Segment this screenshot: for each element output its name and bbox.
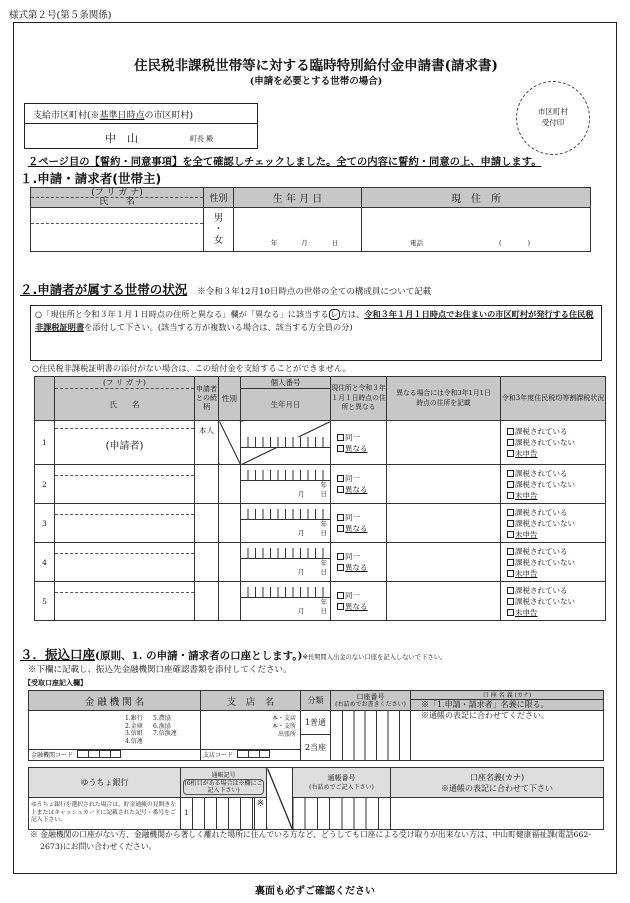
page-subtitle: (申請を必要とする世帯の場合): [249, 76, 383, 87]
table-row: 3 年 月 日 同一 異なる 課税されている 課税されていない 未申告: [35, 504, 606, 543]
table-row: 2 年 月 日 同一 異なる 課税されている 課税されていない 未申告: [35, 465, 606, 504]
yc-symbol-field[interactable]: 1 ※: [181, 798, 267, 830]
applicant-name-field[interactable]: [31, 208, 204, 252]
birth-field[interactable]: 年 月 日: [234, 208, 362, 252]
receive-label: 【受取口座記入欄】: [24, 678, 87, 687]
branch-header: 支 店 名: [201, 691, 301, 711]
municipality-label: 支給市区町村(※基準日時点の市区町村): [25, 104, 257, 124]
yc-symbol-header: 通帳記号 (6桁目がある場合は※欄にご記入下さい): [181, 768, 267, 798]
yucho-table: [28, 767, 604, 830]
kind-field[interactable]: 1普通 2当座: [301, 711, 331, 761]
municipality-box: [24, 103, 258, 149]
section1-heading: １.申請・請求者(世帯主): [20, 171, 162, 186]
table-row: 1 (申請者) 本人 同一 異なる 課税されている 課税されていない 未申告: [35, 421, 606, 465]
section3-heading-row: ３．振込口座(原則、1. の申請・請求者の口座とします。)※長期間入出金のない口座を記入しないで下さい。: [20, 647, 447, 662]
h-name: (フ リ ガ ナ) 氏 名: [55, 377, 195, 421]
footnote: ※ 金融機関の口座がない方、金融機関から著しく離れた場所に住んでいる方など、どうしても口座による受け取りが出来ない方は、中山町健康福祉課(電話662-2673)にお問い合わせください。: [30, 830, 592, 851]
acct-header: 口座番号 (右詰めでお書きください): [331, 691, 411, 711]
notice-warning: ○住民税非課税証明書の添付がない場合は、この給付金を支給することができません。: [32, 363, 351, 373]
address-field[interactable]: 電話 ( ): [362, 208, 591, 252]
household-table: [34, 376, 606, 621]
yc-holder-header: 口座名義(カナ) ※通帳の表記に合わせて下さい: [391, 768, 604, 798]
yc-number-field[interactable]: [293, 798, 391, 830]
h-addr-same: 現住所と令和３年１月１日時点の住所と異なる: [331, 377, 387, 421]
table-row: 4 年 月 日 同一 異なる 課税されている 課税されていない 未申告: [35, 543, 606, 582]
reception-stamp-circle: [516, 81, 590, 155]
form-number: 様式第２号(第５条関係): [9, 10, 112, 21]
section3-instruction: ※下欄に記載し、振込先金融機関口座確認書類を添付してください。: [28, 665, 292, 675]
address-header: 現 住 所: [362, 188, 591, 208]
yucho-note: ゆうちょ銀行を選択された場合は、貯金通帳の見開き左上またはキャッシュカードに記載された記号・番号をご記入下さい。: [29, 798, 181, 830]
yc-holder-field[interactable]: [391, 798, 604, 830]
holder-field[interactable]: ※通帳の表記に合わせてください。: [411, 711, 604, 761]
holder-header: 口 座 名 義 (カナ) ※「1.申請・請求者」名義に限る。: [411, 691, 604, 711]
municipality-suffix: 町長 殿: [190, 135, 214, 143]
applicant-table: [30, 187, 591, 252]
pledge-text: ２ページ目の【誓約・同意事項】を全て確認しチェックしました。全ての内容に誓約・同意の上、申請します。: [28, 156, 542, 168]
form-frame: [13, 22, 617, 874]
h-id: 個人番号 生年月日: [241, 377, 331, 421]
kind-header: 分類: [301, 691, 331, 711]
furigana-header: (フ リ ガ ナ) 氏 名: [31, 188, 204, 208]
footer-note: 裏面も必ずご確認ください: [255, 886, 375, 897]
yucho-header: ゆうちょ銀行: [29, 768, 181, 798]
birth-header: 生 年 月 日: [234, 188, 362, 208]
notice-box: ○「現住所と令和３年１月１日時点の住所と異なる」欄が「異なる」に該当する レ 方は、令和３年１月１日時点でお住まいの市区町村が発行する住民税非課税証明書を添付して下さい。(該当する方が複数いる場合は、該当する方全員の分): [30, 305, 602, 361]
gender-field[interactable]: 男 ・ 女: [204, 208, 234, 252]
gender-header: 性別: [204, 188, 234, 208]
bank-name-header: 金 融 機 関 名: [29, 691, 201, 711]
yc-num-header: 通帳番号 (右詰めでご記入下さい): [293, 768, 391, 798]
h-tax: 令和3年度住民税均等割課税状況: [501, 377, 606, 421]
h-rel: 申請者との続柄: [195, 377, 219, 421]
acct-number-field[interactable]: [331, 711, 411, 761]
municipality-value: 中 山: [105, 132, 138, 145]
table-row: 5 年 月 日 同一 異なる 課税されている 課税されていない 未申告: [35, 582, 606, 621]
h-diff: 異なる場合には令和3年1月1日時点の住所を記載: [387, 377, 501, 421]
stamp-line1: 市区町村: [538, 107, 568, 116]
bank-table: [28, 690, 604, 761]
h-gender: 性別: [219, 377, 241, 421]
section2-heading-row: ２.申請者が属する世帯の状況 ※令和３年12月10日時点の世帯の全ての構成員について記載: [20, 282, 432, 297]
page-title: 住民税非課税世帯等に対する臨時特別給付金申請書(請求書): [134, 58, 498, 74]
stamp-line2: 受付印: [541, 118, 565, 127]
branch-field[interactable]: 本・支店 本・支所 出張所 支店コード: [201, 711, 301, 761]
bank-name-field[interactable]: 1.銀行 2.金庫 3.信組 4.信連 5.農協 6.漁協 7.信漁連 金融機関コード: [29, 711, 201, 761]
